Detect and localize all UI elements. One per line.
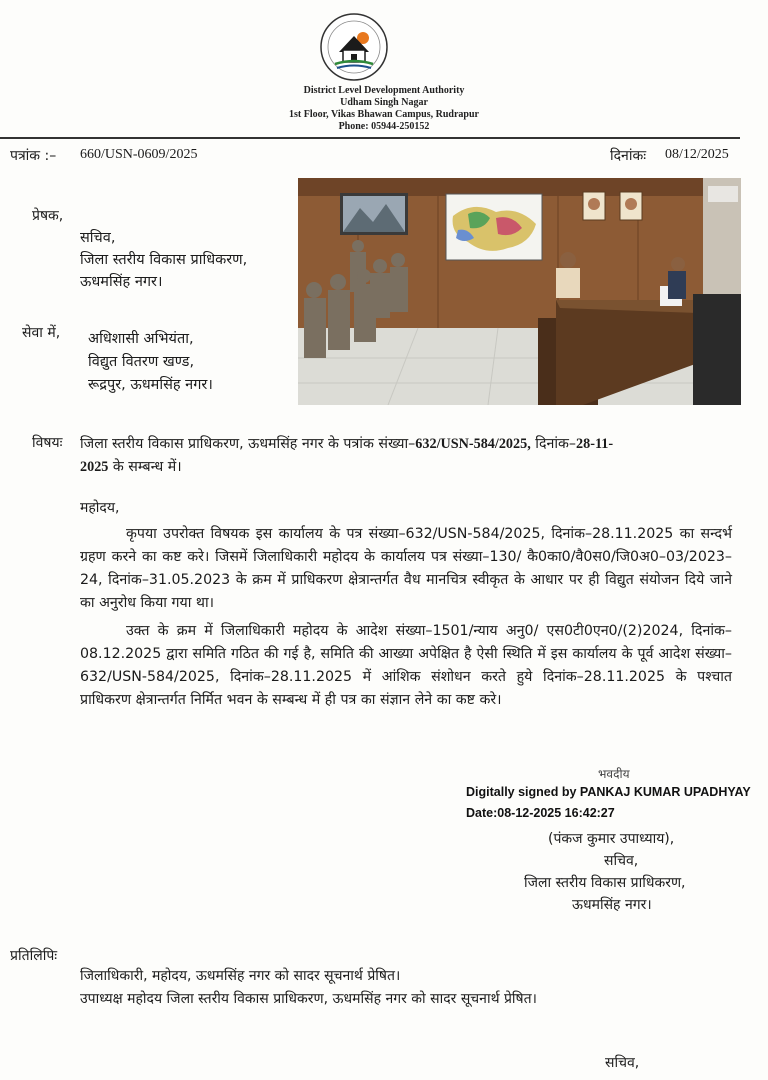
recipient-line: अधिशासी अभियंता, (88, 331, 194, 347)
recipient-label: सेवा में, (22, 325, 61, 341)
header-divider (0, 137, 740, 139)
ref-number: 660/USN-0609/2025 (80, 147, 198, 162)
digital-signature (466, 782, 751, 824)
sender-line: सचिव, (80, 230, 116, 246)
signatory-designation: सचिव, (604, 853, 639, 869)
sender-line: जिला स्तरीय विकास प्राधिकरण, (80, 252, 248, 268)
date-label: दिनांकः (610, 148, 647, 164)
copy-to-line: जिलाधिकारी, महोदय, ऊधमसिंह नगर को सादर सूचनार्थ प्रेषित। (80, 968, 401, 984)
subject-line-2 (80, 456, 182, 479)
copy-to-label: प्रतिलिपिः (10, 948, 58, 964)
yours-faithfully: भवदीय (598, 767, 630, 781)
digital-signature-date: Date:08-12-2025 16:42:27 (466, 806, 615, 820)
org-name: District Level Development Authority (303, 85, 465, 96)
subject-text: दिनांक– (530, 436, 577, 452)
subject-text: जिला स्तरीय विकास प्राधिकरण, ऊधमसिंह नगर के पत्रांक संख्या– (80, 436, 416, 452)
recipient-line: विद्युत वितरण खण्ड, (88, 354, 195, 370)
copy-to-line: उपाध्यक्ष महोदय जिला स्तरीय विकास प्राधिकरण, ऊधमसिंह नगर को सादर सूचनार्थ प्रेषित। (80, 991, 537, 1007)
subject-date: 28-11- (576, 436, 614, 452)
signatory-office: जिला स्तरीय विकास प्राधिकरण, (524, 875, 686, 891)
office-phone: Phone: 05944-250152 (338, 121, 430, 132)
recipient-line: रूद्रपुर, ऊधमसिंह नगर। (88, 377, 213, 393)
signatory-name: (पंकज कुमार उपाध्याय), (548, 831, 675, 847)
digital-signature-name: Digitally signed by PANKAJ KUMAR UPADHYAY (466, 785, 751, 799)
subject-ref-number: 632/USN-584/2025, (415, 436, 531, 452)
sender-label: प्रेषक, (32, 208, 64, 224)
footer-signatory: सचिव, (605, 1055, 640, 1071)
body-paragraph: कृपया उपरोक्त विषयक इस कार्यालय के पत्र संख्या–632/USN-584/2025, दिनांक–28.11.2025 का सन्दर्भ ग्रहण करने का कष्ट करे। जिसमें जिलाधिकारी महोदय के कार्यालय पत्र संख्या–130/ कै0का0/वै0स0/जि0अ0–03/2023–24, दिनांक–31.05.2023 के क्रम में प्राधिकरण क्षेत्रान्तर्गत वैध मानचित्र स्वीकृत के आधार पर ही विद्युत संयोजन दिये जाने का अनुरोध किया गया था। (80, 526, 732, 611)
body-paragraph: उक्त के क्रम में जिलाधिकारी महोदय के आदेश संख्या–1501/न्याय अनु0/ एस0टी0एन0/(2)2024, दिनांक–08.12.2025 द्वारा समिति गठित की गई है, समिति की आख्या अपेक्षित है ऐसी स्थिति में इस कार्यालय के पूर्व आदेश संख्या– 632/USN-584/2025, दिनांक–28.11.2025 में आंशिक संशोधन करते हुये दिनांक–28.11.2025 के पश्चात प्राधिकरण क्षेत्रान्तर्गत निर्मित भवन के सम्बन्ध में ही पत्र का संज्ञान लेने का कष्ट करे। (80, 623, 732, 708)
signatory-district: ऊधमसिंह नगर। (572, 897, 652, 913)
ref-label: पत्रांक :– (10, 148, 57, 164)
subject-label: विषयः (32, 435, 63, 451)
subject-text: के सम्बन्ध में। (108, 459, 182, 475)
salutation: महोदय, (80, 500, 120, 516)
sender-line: ऊधमसिंह नगर। (80, 274, 163, 290)
district-name: Udham Singh Nagar (340, 97, 428, 108)
subject-line-1 (80, 433, 740, 456)
authority-logo-icon (319, 12, 389, 82)
office-address: 1st Floor, Vikas Bhawan Campus, Rudrapur (289, 109, 479, 120)
ref-date: 08/12/2025 (665, 147, 729, 162)
subject-year: 2025 (80, 459, 109, 475)
meeting-photo (298, 178, 741, 405)
